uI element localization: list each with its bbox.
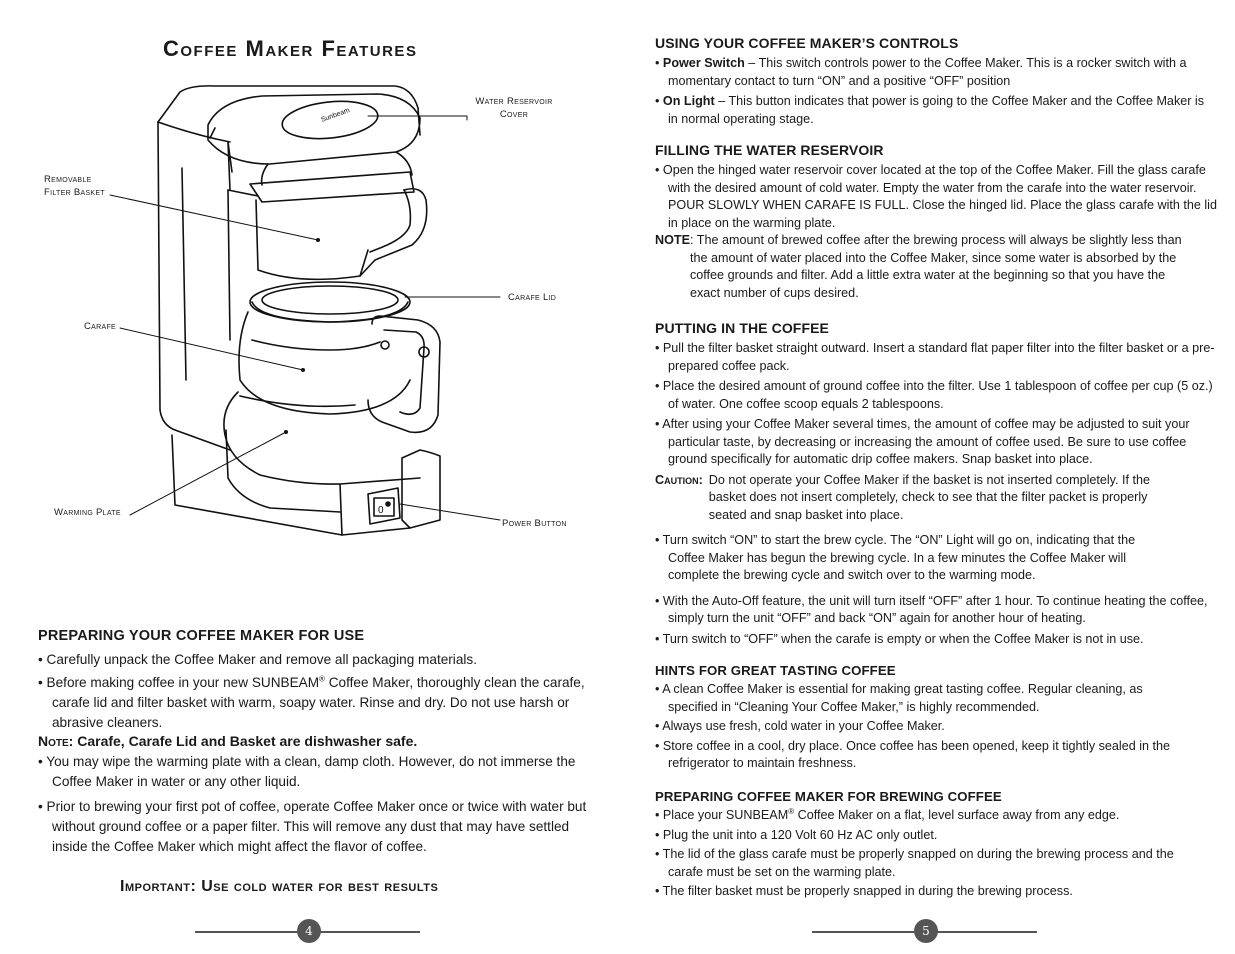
page-number: 4 — [297, 919, 321, 943]
hints-section — [655, 663, 1195, 773]
coffee-maker-illustration — [0, 80, 617, 550]
preparing-heading: PREPARING YOUR COFFEE MAKER FOR USE — [38, 628, 365, 644]
brewing-prep-section — [655, 789, 1195, 901]
brewing-prep-bullet-1 — [655, 807, 1195, 825]
putting-heading: PUTTING IN THE COFFEE — [655, 320, 829, 336]
brewing-prep-bullet-2: • Plug the unit into a 120 Volt 60 Hz AC only outlet. — [655, 827, 938, 842]
brewing-prep-bullet-3: • The lid of the glass carafe must be properly snapped on during the brewing process and the carafe must be set on the warming plate. — [655, 847, 1174, 879]
filling-note-text: : The amount of brewed coffee after the brewing process will always be slightly less than the amount of water placed into the Coffee Maker, since some water is absorbed by the coffee grounds and filter. Add a little extra water at the beginning so that you have the exact number of cups desired. — [689, 233, 1182, 300]
preparing-bullet-2-post: Coffee Maker, thoroughly clean the carafe, carafe lid and filter basket with warm, soapy water. Rinse and dry. Do not use harsh or abrasive cleaners. — [52, 675, 585, 730]
label-power-button: Power Button — [502, 518, 567, 529]
right-page — [617, 0, 1235, 954]
label-removable-filter-basket — [44, 173, 105, 199]
registered-mark: ® — [319, 674, 325, 684]
controls-section — [655, 35, 1215, 128]
page-title: Coffee Maker Features — [163, 36, 418, 61]
preparing-bullet-2 — [38, 673, 598, 733]
preparing-bullet-2-pre: • Before making coffee in your new SUNBEAM — [38, 675, 320, 690]
brewing-prep-bullet-4: • The filter basket must be properly snapped in during the brewing process. — [655, 884, 1073, 898]
putting-bullet-2: • Place the desired amount of ground coffee into the filter. Use 1 tablespoon of coffee per cup (5 oz.) of water. One coffee scoop equals 2 tablespoons. — [655, 379, 1213, 411]
power-switch-label: Power Switch — [662, 56, 745, 70]
preparing-section — [38, 628, 598, 857]
putting-bullet-5: • With the Auto-Off feature, the unit will turn itself “OFF” after 1 hour. To continue heating the coffee, simply turn the unit “OFF” and back “ON” again for another hour of heating. — [655, 593, 1208, 625]
filling-note — [655, 232, 1217, 302]
svg-text:Sunbeam: Sunbeam — [320, 107, 351, 124]
controls-heading: USING YOUR COFFEE MAKER’S CONTROLS — [655, 35, 959, 51]
important-note: Important: Use cold water for best results — [120, 878, 439, 895]
label-filter-basket-line1: Removable — [44, 174, 92, 185]
filling-bullet-1: • Open the hinged water reservoir cover located at the top of the Coffee Maker. Fill the glass carafe with the desired amount of cold water. Empty the water from the carafe into the water reservoir. POUR SLOWLY WHEN CARAFE IS FULL. Close the hinged lid. Place the glass carafe with the lid in place on the warming plate. — [655, 163, 1217, 230]
hints-heading: HINTS FOR GREAT TASTING COFFEE — [655, 663, 896, 678]
brewing-prep-bullet-1-post: Coffee Maker on a flat, level surface away from any edge. — [794, 808, 1120, 822]
registered-mark: ® — [788, 806, 795, 816]
hints-bullet-3: • Store coffee in a cool, dry place. Once coffee has been opened, keep it tightly sealed in the refrigerator to maintain freshness. — [655, 738, 1171, 770]
putting-bullet-1: • Pull the filter basket straight outward. Insert a standard flat paper filter into the filter basket or a pre-prepared coffee pack. — [655, 341, 1215, 373]
caution-text: Do not operate your Coffee Maker if the basket is not inserted completely. If the basket does not insert completely, check to see that the filter packet is properly seated and snap basket into place. — [708, 472, 1151, 522]
label-warming-plate: Warming Plate — [54, 507, 121, 518]
filling-note-label: NOTE — [655, 233, 690, 247]
note-label: Note — [38, 733, 69, 749]
preparing-bullet-1: • Carefully unpack the Coffee Maker and remove all packaging materials. — [38, 652, 477, 667]
hints-bullet-1: • A clean Coffee Maker is essential for making great tasting coffee. Regular cleaning, as specified in “Cleaning Your Coffee Maker,” is highly recommended. — [655, 682, 1143, 714]
on-light-text: – This button indicates that power is going to the Coffee Maker and the Coffee Maker is in normal operating stage. — [668, 94, 1205, 126]
brewing-prep-heading: PREPARING COFFEE MAKER FOR BREWING COFFEE — [655, 789, 1002, 804]
caution-label: Caution: — [655, 472, 703, 487]
controls-bullet-power-switch: • Power Switch – This switch controls power to the Coffee Maker. This is a rocker switch with a momentary contact to turn “ON” and a positive “OFF” position — [655, 56, 1187, 88]
label-water-reservoir-line1: Water Reservoir — [475, 96, 553, 107]
page-number: 5 — [914, 919, 938, 943]
on-light-label: On Light — [662, 94, 715, 108]
label-water-reservoir-line2: Cover — [499, 109, 529, 120]
label-filter-basket-line2: Filter Basket — [44, 187, 105, 198]
note-text: : Carafe, Carafe Lid and Basket are dishwasher safe. — [68, 733, 418, 749]
dishwasher-note — [38, 733, 598, 749]
svg-text:0: 0 — [378, 505, 384, 516]
putting-bullet-3: • After using your Coffee Maker several times, the amount of coffee may be adjusted to suit your particular taste, by decreasing or increasing the amount of coffee used. Be sure to use coffee ground specifically for automatic drip coffee makers. Snap basket into place. — [655, 417, 1190, 466]
left-page — [0, 0, 617, 954]
power-switch-text: – This switch controls power to the Coffee Maker. This is a rocker switch with a momentary contact to turn “ON” and a positive “OFF” position — [668, 56, 1187, 88]
putting-bullet-6: • Turn switch to “OFF” when the carafe is empty or when the Coffee Maker is not in use. — [655, 631, 1144, 646]
brewing-prep-bullet-1-pre: • Place your SUNBEAM — [655, 808, 789, 822]
coffee-maker-diagram — [0, 80, 617, 550]
label-carafe: Carafe — [84, 321, 116, 332]
caution-note — [655, 472, 1217, 525]
label-water-reservoir-cover — [472, 95, 556, 121]
preparing-bullet-4: • Prior to brewing your first pot of coffee, operate Coffee Maker once or twice with water but without ground coffee or a paper filter. This will remove any dust that may have settled inside the Coffee Maker which might affect the flavor of coffee. — [38, 799, 587, 854]
putting-bullet-4: • Turn switch “ON” to start the brew cycle. The “ON” Light will go on, indicating that the Coffee Maker has begun the brewing cycle. In a few minutes the Coffee Maker will complete the brewing cycle and switch over to the warming mode. — [655, 533, 1136, 582]
hints-bullet-2: • Always use fresh, cold water in your Coffee Maker. — [655, 719, 945, 733]
filling-section — [655, 142, 1217, 302]
filling-heading: FILLING THE WATER RESERVOIR — [655, 142, 884, 158]
label-carafe-lid: Carafe Lid — [508, 292, 557, 303]
putting-section — [655, 320, 1217, 648]
preparing-bullet-3: • You may wipe the warming plate with a clean, damp cloth. However, do not immerse the Coffee Maker in water or any other liquid. — [38, 754, 576, 789]
controls-bullet-on-light: • On Light – This button indicates that power is going to the Coffee Maker and the Coffee Maker is in normal operating stage. — [655, 94, 1205, 126]
